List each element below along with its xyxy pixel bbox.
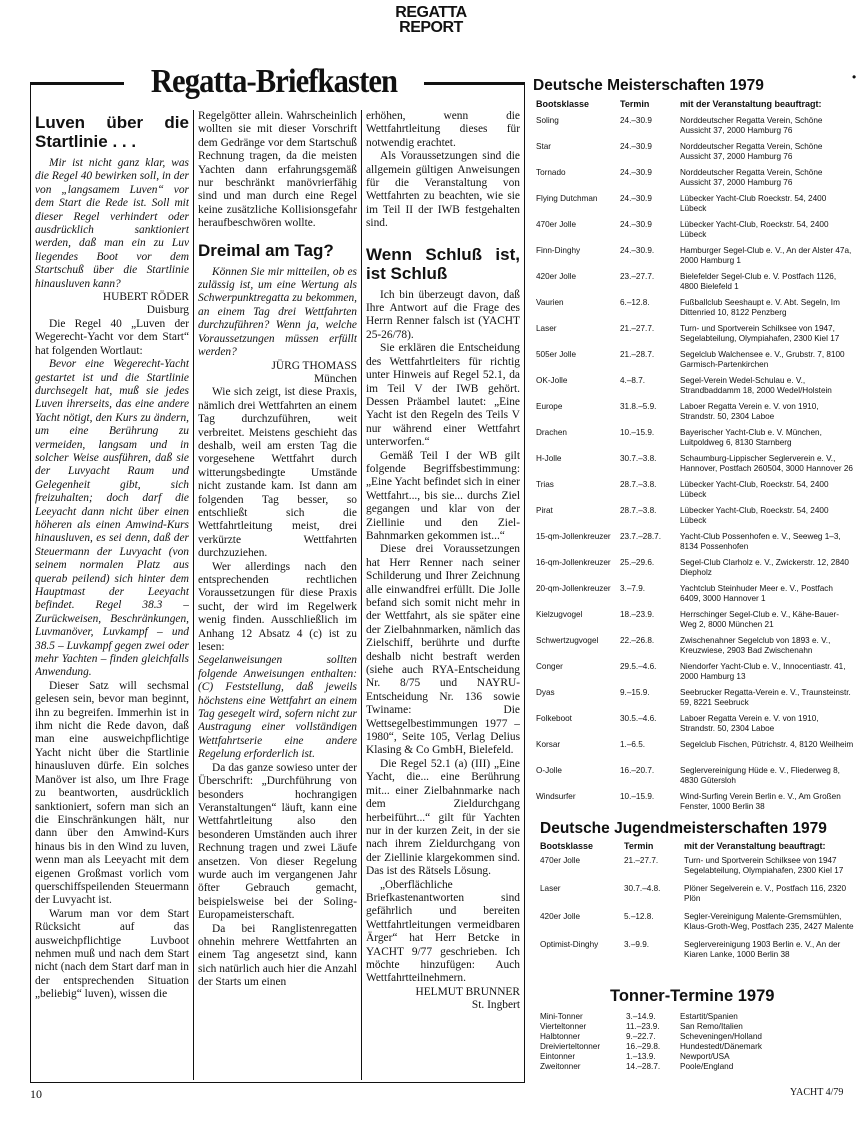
boat-class: OK-Jolle xyxy=(536,376,568,385)
venue: Poole/England xyxy=(680,1062,734,1071)
organizer: Herrschinger Segel-Club e. V., Kähe-Bauer-Weg 2, 8000 München 21 xyxy=(680,610,839,629)
date-range: 23.7.–28.7. xyxy=(620,532,661,541)
boat-class: Drachen xyxy=(536,428,567,437)
boat-class: Halbtonner xyxy=(540,1032,581,1041)
organizer: Bayerischer Yacht-Club e. V. München, Luitpoldweg 6, 8130 Starnberg xyxy=(680,428,822,447)
date-range: 30.7.–3.8. xyxy=(620,454,657,463)
table-row xyxy=(540,1042,780,1052)
corner-mark: • xyxy=(852,70,857,84)
date-range: 28.7.–3.8. xyxy=(620,480,657,489)
boat-class: 470er Jolle xyxy=(540,856,581,865)
header-rule-left xyxy=(30,82,124,85)
date-range: 10.–15.9. xyxy=(620,792,655,801)
djm-title: Deutsche Jugendmeisterschaften 1979 xyxy=(540,820,827,837)
table-row xyxy=(536,792,854,818)
table-row xyxy=(536,402,854,428)
answer-paragraph: Sie erklären die Entscheidung des Wettfahrtleiters für richtig unter Hinweis auf Regel 52.1, da im Teil V der IWB gehört. Dessen Präambel lautet: „Eine Yacht ist den Regeln des Teils V nur während einer Wettfahrt unterworfen.“ xyxy=(366,342,520,449)
table-row xyxy=(540,1012,780,1022)
boat-class: 420er Jolle xyxy=(540,912,581,921)
organizer: Lübecker Yacht-Club, Roeckstr. 54, 2400 Lübeck xyxy=(680,506,829,525)
answer-paragraph: Diese drei Voraussetzungen hat Herr Renner nach seiner Schilderung und Ihrer Zeichnung alle einwandfrei erfüllt. Die Jolle befand sich somit nicht mehr in der Wettfahrt, als sie später eine der Zielbahnmarken, nämlich das Zielschiff, berührte und durfte deshalb nicht bestraft werden (siehe auch RYA-Entscheidung Nr. 8/75 und NAYRU-Entscheidung Nr. 136 sowie Twiname: Die Wettsegelbestimmungen 1977 – 1980“, Seite 105, Verlag Delius Klasing & Co GmbH, Bielefeld. xyxy=(366,543,520,757)
signature-name: JÜRG THOMASS xyxy=(271,359,357,372)
date-range: 1.–6.5. xyxy=(620,740,646,749)
date-range: 3.–9.9. xyxy=(624,940,650,949)
rule-quote: Segelanweisungen sollten folgende Anweisungen enthalten: (C) Feststellung, daß jeweils höchstens eine Wettfahrt an einem Tag gesegelt wird, sofern nicht zur Austragung einer vollständigen Wettfahrtserie eine andere Regelung erforderlich ist. xyxy=(198,654,357,761)
venue: Newport/USA xyxy=(680,1052,730,1061)
venue: Estartit/Spanien xyxy=(680,1012,738,1021)
boat-class: Tornado xyxy=(536,168,566,177)
date-range: 24.–30.9 xyxy=(620,116,652,125)
table-row xyxy=(536,350,854,376)
organizer: Yacht-Club Possenhofen e. V., Seeweg 1–3, 8134 Possenhofen xyxy=(680,532,841,551)
answer-paragraph: Da das ganze sowieso unter der Überschrift: „Durchführung von besonders hochrangigen Veranstaltungen“ läuft, kann eine Wettfahrtleitung also den besonderen Umständen auch ihrer Rechnung tragen und zwei Läufe ansetzen. Von dieser Regelung wurde auch im vergangenen Jahr öfter Gebrauch gemacht, beispielsweise bei der Soling-Europameisterschaft. xyxy=(198,761,357,922)
organizer: Yachtclub Steinhuder Meer e. V., Postfach 6409, 3000 Hannover 1 xyxy=(680,584,833,603)
date-range: 1.–13.9. xyxy=(626,1052,656,1061)
column-3 xyxy=(366,110,520,1078)
date-range: 21.–27.7. xyxy=(624,856,659,865)
table-row xyxy=(540,1052,780,1062)
kicker-line-2: REPORT xyxy=(399,19,463,36)
date-range: 11.–23.9. xyxy=(626,1022,660,1031)
table-row xyxy=(536,532,854,558)
article-title-schluss: Wenn Schluß ist, ist Schluß xyxy=(366,244,520,283)
tonner-table-body xyxy=(540,1012,780,1072)
date-range: 16.–20.7. xyxy=(620,766,655,775)
boat-class: Flying Dutchman xyxy=(536,194,598,203)
table-row xyxy=(536,610,854,636)
date-range: 24.–30.9 xyxy=(620,194,652,203)
table-row xyxy=(536,168,854,194)
table-row xyxy=(540,856,858,884)
answer-paragraph: erhöhen, wenn die Wettfahrtleitung dieses für notwendig erachtet. xyxy=(366,110,520,149)
djm-table-body xyxy=(540,856,858,968)
date-range: 9.–15.9. xyxy=(620,688,650,697)
table-row xyxy=(540,884,858,912)
column-header: Termin xyxy=(624,841,654,851)
boat-class: Zweitonner xyxy=(540,1062,581,1071)
date-range: 3.–7.9. xyxy=(620,584,646,593)
date-range: 3.–14.9. xyxy=(626,1012,656,1021)
organizer: Zwischenahner Segelclub von 1893 e. V., Kreuzwiese, 2903 Bad Zwischenahn xyxy=(680,636,831,655)
boat-class: 420er Jolle xyxy=(536,272,577,281)
organizer: Fußballclub Seeshaupt e. V. Abt. Segeln, Im Dittenried 10, 8122 Penzberg xyxy=(680,298,840,317)
venue: Hundestedt/Dänemark xyxy=(680,1042,762,1051)
boat-class: 505er Jolle xyxy=(536,350,577,359)
organizer: Plöner Segelverein e. V., Postfach 116, 2320 Plön xyxy=(684,884,847,903)
organizer: Seglervereinigung Hüde e. V., Fliederweg 8, 4830 Gütersloh xyxy=(680,766,840,785)
magazine-issue: YACHT 4/79 xyxy=(790,1087,844,1098)
table-row xyxy=(536,740,854,766)
organizer: Lübecker Yacht-Club Roeckstr. 54, 2400 Lübeck xyxy=(680,194,827,213)
date-range: 24.–30.9 xyxy=(620,220,652,229)
organizer: Seglervereinigung 1903 Berlin e. V., An der Kiaren Lanke, 1000 Berlin 38 xyxy=(684,940,841,959)
date-range: 30.5.–4.6. xyxy=(620,714,657,723)
column-header: Bootsklasse xyxy=(540,841,594,851)
table-row xyxy=(540,1032,780,1042)
answer-paragraph: Wer allerdings nach den entsprechenden rechtlichen Voraussetzungen für diese Praxis sucht, der wird im Regelwerk wenig finden. Ausschließlich im Anhang 12 Absatz 4 (c) ist zu lesen: xyxy=(198,560,357,654)
boat-class: Vierteltonner xyxy=(540,1022,587,1031)
boat-class: Vaurien xyxy=(536,298,564,307)
date-range: 24.–30.9. xyxy=(620,246,655,255)
regatta-report-kicker xyxy=(376,5,486,35)
venue: Scheveningen/Holland xyxy=(680,1032,762,1041)
reader-question-dreimal: Können Sie mir mitteilen, ob es zulässig ist, um eine Wertung als Schwerpunktregatta zu bekommen, an einem Tag drei Wettfahrten durchzuführen? Wenn ja, welche Voraussetzungen müssen erfüllt werden? xyxy=(198,265,357,359)
organizer: Segelclub Fischen, Pütrichstr. 4, 8120 Weilheim xyxy=(680,740,854,749)
boat-class: Finn-Dinghy xyxy=(536,246,581,255)
frame-right xyxy=(524,82,525,1082)
organizer: Segel-Club Clarholz e. V., Zwickerstr. 12, 2840 Diepholz xyxy=(680,558,849,577)
boat-class: Europe xyxy=(536,402,563,411)
date-range: 21.–27.7. xyxy=(620,324,655,333)
date-range: 9.–22.7. xyxy=(626,1032,656,1041)
boat-class: Korsar xyxy=(536,740,561,749)
organizer: Segler-Vereinigung Malente-Gremsmühlen, Klaus-Groth-Weg, Postfach 235, 2427 Malente xyxy=(684,912,854,931)
boat-class: O-Jolle xyxy=(536,766,562,775)
organizer: Lübecker Yacht-Club, Roeckstr. 54, 2400 Lübeck xyxy=(680,220,829,239)
boat-class: Trias xyxy=(536,480,554,489)
date-range: 24.–30.9 xyxy=(620,142,652,151)
boat-class: Dyas xyxy=(536,688,555,697)
date-range: 10.–15.9. xyxy=(620,428,655,437)
reader-question-luven: Mir ist nicht ganz klar, was die Regel 40 bewirken soll, in der von „langsamem Luven“ vor dem Start die Rede ist. Soll mit dieser Regel verhindert oder ausdrücklich sanktioniert werden, daß man ein zu Luv liegendes Boot vor dem Startschuß über die Startlinie hinausluven kann? xyxy=(35,157,189,290)
date-range: 28.7.–3.8. xyxy=(620,506,657,515)
table-row xyxy=(536,454,854,480)
dm-table-body xyxy=(536,116,854,818)
organizer: Turn- und Sportverein Schilksee von 1947 Segelabteilung, Olympiahafen, 2300 Kiel 17 xyxy=(684,856,844,875)
boat-class: Dreivierteltonner xyxy=(540,1042,601,1051)
answer-paragraph: Gemäß Teil I der WB gilt folgende Begriffsbestimmung: „Eine Yacht befindet sich in einer Wettfahrt..., bis sie... durchs Ziel gegangen und klar von der Ziellinie und den Ziel-Bahnmarken gekommen ist...“ xyxy=(366,449,520,542)
table-row xyxy=(536,688,854,714)
organizer: Norddeutscher Regatta Verein, Schöne Aussicht 37, 2000 Hamburg 76 xyxy=(680,142,823,161)
briefkasten-title: Regatta-Briefkasten xyxy=(150,63,398,100)
table-row xyxy=(536,246,854,272)
table-row xyxy=(540,1062,780,1072)
signature-name: HUBERT RÖDER xyxy=(102,291,189,304)
boat-class: Laser xyxy=(536,324,557,333)
answer-paragraph: Dieser Satz will sechsmal gelesen sein, bevor man beginnt, ihn zu begreifen. Immerhin ist in ihm nicht die Rede davon, daß man eine ausweichpflichtige Yacht nicht über die Startlinie hinausluven dürfe. Ein solches Manöver ist also, um Ihre Frage zu beantworten, ausdrücklich sanktioniert, sofern man sich an die Einschränkungen hält, nur dann über den Amwind-Kurs hinaus bis in den Wind zu luven, wenn man als Leeyacht mit dem eigenen Großmast vorlich vom querschiffspeilenden Steuermann der Luvyacht ist. xyxy=(35,679,189,907)
table-row xyxy=(536,116,854,142)
organizer: Norddeutscher Regatta Verein, Schöne Aussicht 37, 2000 Hamburg 76 xyxy=(680,116,823,135)
signature-name: HELMUT BRUNNER xyxy=(415,985,520,998)
organizer: Turn- und Sportverein Schilksee von 1947, Segelabteilung, Olympiahafen, 2300 Kiel 17 xyxy=(680,324,840,343)
boat-class: Eintonner xyxy=(540,1052,576,1061)
boat-class: 16-qm-Jollenkreuzer xyxy=(536,558,611,567)
table-row xyxy=(536,636,854,662)
table-row xyxy=(536,376,854,402)
date-range: 29.5.–4.6. xyxy=(620,662,657,671)
boat-class: Windsurfer xyxy=(536,792,576,801)
boat-class: Soling xyxy=(536,116,559,125)
answer-paragraph: Regelgötter allein. Wahrscheinlich wollten sie mit dieser Vorschrift dem Gedränge vor dem Startschuß Rechnung tragen, da die meisten Yachten dann erfahrungsgemäß nur beschränkt manövrierfähig sind und man durch eine Regel keine zusätzliche Kollisionsgefahr heraufbeschwören wollte. xyxy=(198,110,357,230)
column-1 xyxy=(35,110,189,1078)
column-header: Termin xyxy=(620,99,650,109)
column-header: Bootsklasse xyxy=(536,99,590,109)
table-row xyxy=(536,324,854,350)
boat-class: Folkeboot xyxy=(536,714,572,723)
answer-paragraph: Die Regel 52.1 (a) (III) „Eine Yacht, die... eine Berührung mit... einer Zielbahnmarke nach dem Zieldurchgang herbeiführt...“ gilt für Yachten nur in der kurzen Zeit, in der sie nach ihrem Zieldurchgang von der Ziellinie klargekommen sind. Das ist des Rätsels Lösung. xyxy=(366,757,520,878)
organizer: Schaumburg-Lippischer Seglerverein e. V., Hannover, Postfach 260504, 3000 Hannover 26 xyxy=(680,454,853,473)
date-range: 14.–28.7. xyxy=(626,1062,661,1071)
table-row xyxy=(536,142,854,168)
answer-paragraph: Ich bin überzeugt davon, daß Ihre Antwort auf die Frage des Herrn Renner falsch ist (YACHT 25-26/78). xyxy=(366,288,520,341)
signature-place: München xyxy=(313,372,357,385)
table-row xyxy=(536,194,854,220)
boat-class: Optimist-Dinghy xyxy=(540,940,599,949)
organizer: Laboer Regatta Verein e. V. von 1910, Strandstr. 50, 2304 Laboe xyxy=(680,402,819,421)
dm-title: Deutsche Meisterschaften 1979 xyxy=(533,77,764,94)
boat-class: Conger xyxy=(536,662,563,671)
boat-class: 470er Jolle xyxy=(536,220,577,229)
table-row xyxy=(536,220,854,246)
dm-table xyxy=(536,100,854,818)
header-rule-right xyxy=(424,82,524,85)
organizer: Hamburger Segel-Club e. V., An der Alster 47a, 2000 Hamburg 1 xyxy=(680,246,852,265)
date-range: 24.–30.9 xyxy=(620,168,652,177)
djm-table xyxy=(540,842,858,968)
answer-paragraph: Warum man vor dem Start Rücksicht auf das ausweichpflichtige Luvboot nehmen muß und nach dem Start nicht (nach dem Start darf man in der entsprechenden Situation „beliebig“ luven), wissen die xyxy=(35,907,189,1001)
table-row xyxy=(540,940,858,968)
venue: San Remo/Italien xyxy=(680,1022,743,1031)
date-range: 22.–26.8. xyxy=(620,636,655,645)
table-row xyxy=(536,584,854,610)
organizer: Bielefelder Segel-Club e. V. Postfach 1126, 4800 Bielefeld 1 xyxy=(680,272,837,291)
frame-bottom xyxy=(30,1082,525,1083)
answer-paragraph: „Oberflächliche Briefkastenantworten sind gefährlich und bereiten Wettfahrtleitungen vermeidbaren Ärger“ hat Herr Betcke in YACHT 9/77 geschrieben. Ich möchte hinzufügen: Auch Wettfahrtteilnehmern. xyxy=(366,878,520,985)
frame-left xyxy=(30,82,31,1082)
answer-paragraph: Wie sich zeigt, ist diese Praxis, nämlich drei Wettfahrten an einem Tag durchzuführen, weit verbreitet. Meistens geschieht das deshalb, weil am ersten Tag die vorgesehene Wettfahrt durch witterungsbedingte Umstände nicht zustande kam. Ist dann am folgenden Tag besser, so entschließt sich die Wettfahrtleitung meist, drei verkürzte Wettfahrten durchzuziehen. xyxy=(198,386,357,560)
column-header: mit der Veranstaltung beauftragt: xyxy=(684,841,826,851)
boat-class: 20-qm-Jollenkreuzer xyxy=(536,584,611,593)
rule-quote: Bevor eine Wegerecht-Yacht gestartet ist und die Startlinie durchsegelt hat, muß sie jedes Luven ihrerseits, das eine andere Yacht nötigt, den Kurs zu ändern, um eine Berührung zu vermeiden, langsam und in solcher Weise ausführen, daß sie der Luvyacht Raum und Gelegenheit gibt, sich freizuhalten; doch darf die Leeyacht dann nicht über einen höheren als einen Amwind-Kurs hinausluven, es sei denn, daß der Steuermann der Luvyacht (von seinem normalen Platz aus querab peilend) sich hinter dem Hauptmast der Leeyacht befindet. Regel 38.3 – Zurückweisen, Beschränkungen, Luvmanöver, Luvkampf – und 38.5 – Luvkampf gegen zwei oder mehr Yachten – finden gleichfalls Anwendung. xyxy=(35,358,189,679)
kicker-line-1: REGATTA xyxy=(395,4,467,21)
date-range: 6.–12.8. xyxy=(620,298,650,307)
signature-place: St. Ingbert xyxy=(471,999,520,1012)
organizer: Wind-Surfing Verein Berlin e. V., Am Großen Fenster, 1000 Berlin 38 xyxy=(680,792,841,811)
boat-class: Pirat xyxy=(536,506,553,515)
answer-paragraph: Die Regel 40 „Luven der Wegerecht-Yacht vor dem Start“ hat folgenden Wortlaut: xyxy=(35,317,189,357)
organizer: Segelclub Walchensee e. V., Grubstr. 7, 8100 Garmisch-Partenkirchen xyxy=(680,350,845,369)
page-number: 10 xyxy=(30,1087,42,1101)
table-row xyxy=(536,428,854,454)
answer-paragraph: Da bei Ranglistenregatten ohnehin mehrere Wettfahrten an einem Tag angesetzt sind, kann sich natürlich auch hier die Anzahl der Starts um einen xyxy=(198,922,357,989)
boat-class: Laser xyxy=(540,884,561,893)
boat-class: 15-qm-Jollenkreuzer xyxy=(536,532,611,541)
table-row xyxy=(536,480,854,506)
table-row xyxy=(540,1022,780,1032)
organizer: Niendorfer Yacht-Club e. V., Innocentiastr. 41, 2000 Hamburg 13 xyxy=(680,662,846,681)
table-row xyxy=(536,558,854,584)
answer-paragraph: Als Voraussetzungen sind die allgemein gültigen Anweisungen für die Veranstaltung von Wettfahrten zu beachten, wie sie im Teil II der IWB festgehalten sind. xyxy=(366,150,520,230)
table-row xyxy=(536,766,854,792)
table-row xyxy=(536,272,854,298)
table-row xyxy=(536,506,854,532)
date-range: 23.–27.7. xyxy=(620,272,655,281)
table-row xyxy=(540,912,858,940)
date-range: 5.–12.8. xyxy=(624,912,654,921)
boat-class: Star xyxy=(536,142,552,151)
boat-class: Mini-Tonner xyxy=(540,1012,583,1021)
organizer: Norddeutscher Regatta Verein, Schöne Aussicht 37, 2000 Hamburg 76 xyxy=(680,168,823,187)
date-range: 18.–23.9. xyxy=(620,610,655,619)
column-divider-2 xyxy=(361,110,362,1080)
article-title-luven: Luven über die Startlinie . . . xyxy=(35,113,189,151)
date-range: 4.–8.7. xyxy=(620,376,646,385)
table-row xyxy=(536,298,854,324)
table-row xyxy=(536,714,854,740)
boat-class: H-Jolle xyxy=(536,454,562,463)
signature-place: Duisburg xyxy=(146,304,189,317)
column-2 xyxy=(198,110,357,1078)
organizer: Seebrucker Regatta-Verein e. V., Traunsteinstr. 59, 8221 Seebruck xyxy=(680,688,851,707)
date-range: 31.8.–5.9. xyxy=(620,402,657,411)
boat-class: Kielzugvogel xyxy=(536,610,583,619)
article-title-dreimal: Dreimal am Tag? xyxy=(198,240,334,260)
tonner-title: Tonner-Termine 1979 xyxy=(610,987,775,1005)
column-header: mit der Veranstaltung beauftragt: xyxy=(680,99,822,109)
date-range: 16.–29.8. xyxy=(626,1042,661,1051)
organizer: Segel-Verein Wedel-Schulau e. V., Strandbaddamm 18, 2000 Wedel/Holstein xyxy=(680,376,832,395)
date-range: 25.–29.6. xyxy=(620,558,655,567)
column-divider-1 xyxy=(193,110,194,1080)
tonner-table xyxy=(540,1012,780,1072)
organizer: Lübecker Yacht-Club, Roeckstr. 54, 2400 Lübeck xyxy=(680,480,829,499)
organizer: Laboer Regatta Verein e. V. von 1910, Strandstr. 50, 2304 Laboe xyxy=(680,714,819,733)
date-range: 21.–28.7. xyxy=(620,350,655,359)
date-range: 30.7.–4.8. xyxy=(624,884,661,893)
boat-class: Schwertzugvogel xyxy=(536,636,599,645)
table-row xyxy=(536,662,854,688)
